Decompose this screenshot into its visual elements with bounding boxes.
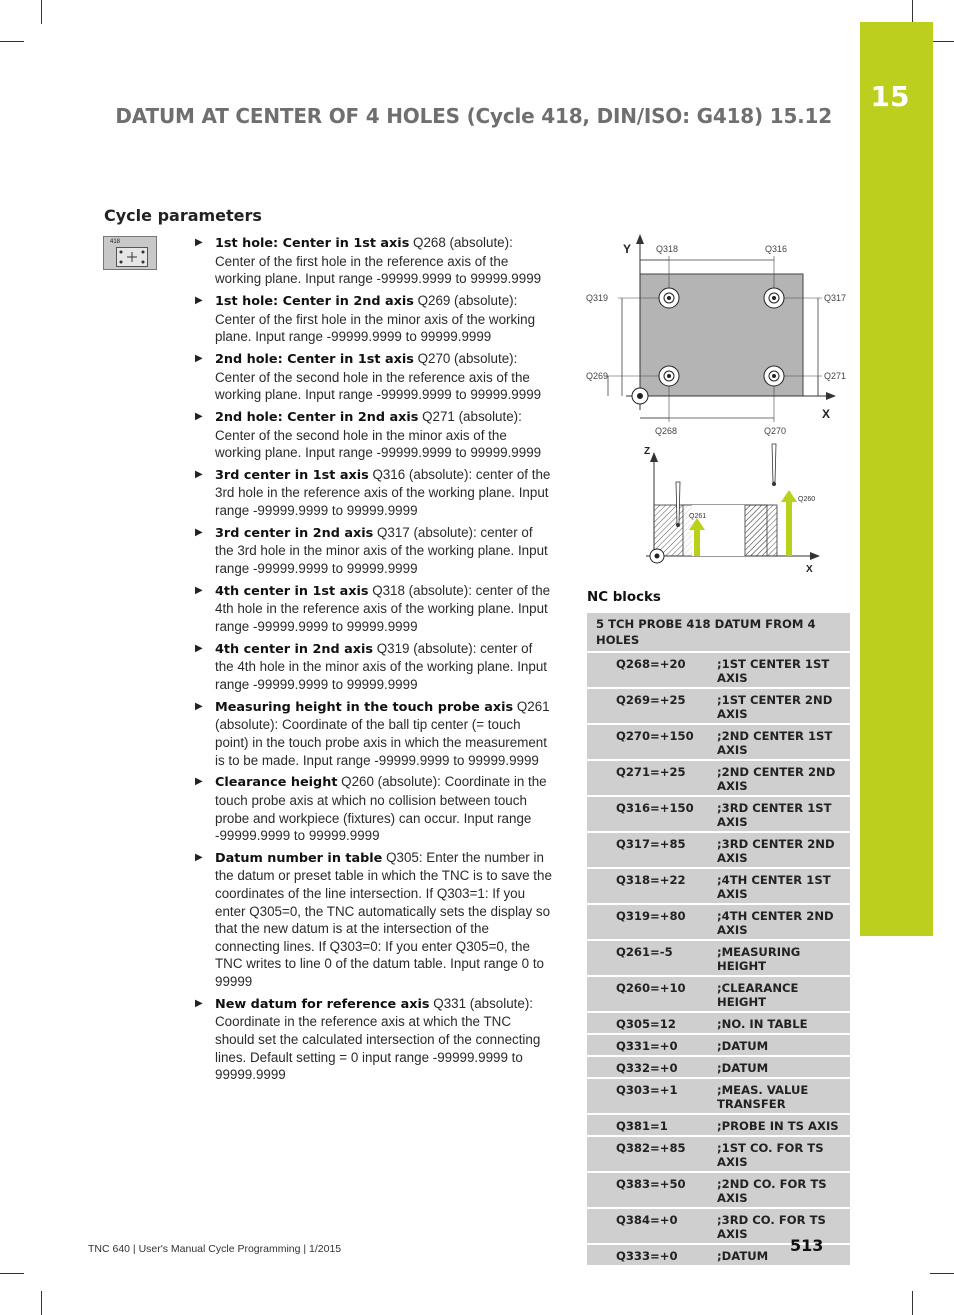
softkey-label: 418	[110, 239, 121, 245]
nc-parameter: Q269=+25	[616, 693, 686, 707]
bullet-arrow-icon: ▶	[195, 700, 203, 712]
nc-comment: ;PROBE IN TS AXIS	[717, 1119, 839, 1133]
nc-parameter: Q270=+150	[616, 729, 694, 743]
nc-blocks-title: NC blocks	[587, 590, 661, 605]
q261-label: Q261	[689, 513, 707, 520]
section-title: Cycle parameters	[104, 206, 262, 225]
bullet-arrow-icon: ▶	[195, 410, 203, 422]
parameter-description: Q317 (absolute): center of the 3rd hole in the minor axis of the working plane. Input range -99999.9999 to 99999.9999	[215, 524, 548, 577]
nc-comment: ;3RD CENTER 1ST AXIS	[717, 801, 832, 829]
bullet-arrow-icon: ▶	[195, 776, 203, 788]
nc-comment: ;DATUM	[717, 1039, 769, 1053]
nc-row	[587, 905, 850, 941]
nc-parameter: Q303=+1	[616, 1083, 678, 1097]
nc-row	[587, 869, 850, 905]
q270-label: Q270	[764, 426, 787, 436]
bullet-arrow-icon: ▶	[195, 352, 203, 364]
workpiece-section	[654, 505, 777, 556]
parameter-name: 3rd center in 2nd axis	[215, 525, 374, 541]
footer-text: TNC 640 | User's Manual Cycle Programming | 1/2015	[88, 1243, 342, 1255]
nc-row	[587, 1115, 850, 1137]
chapter-tab	[860, 22, 933, 936]
q260-label: Q260	[798, 496, 816, 503]
nc-comment: ;1ST CO. FOR TS AXIS	[717, 1141, 824, 1169]
datum-4-holes-softkey-icon	[103, 236, 157, 270]
nc-comment: ;2ND CO. FOR TS AXIS	[717, 1177, 827, 1205]
nc-row	[587, 725, 850, 761]
bullet-arrow-icon: ▶	[195, 851, 203, 863]
parameter-description: Q319 (absolute): center of the 4th hole in the minor axis of the working plane. Input range -99999.9999 to 99999.9999	[215, 640, 547, 692]
nc-comment: ;4TH CENTER 2ND AXIS	[717, 909, 834, 937]
y-axis-label: Y	[623, 242, 632, 256]
nc-blocks-table	[587, 613, 850, 1267]
nc-parameter: Q319=+80	[616, 909, 686, 923]
nc-parameter: Q268=+20	[616, 657, 686, 671]
nc-row	[587, 1057, 850, 1079]
nc-row	[587, 1013, 850, 1035]
cycle-diagram	[582, 232, 854, 582]
nc-row	[587, 1173, 850, 1209]
page-number: 513	[790, 1236, 824, 1255]
nc-parameter: Q382=+85	[616, 1141, 686, 1155]
parameter-item	[193, 698, 553, 769]
nc-parameter: Q332=+0	[616, 1061, 678, 1075]
parameter-name: 2nd hole: Center in 2nd axis	[215, 409, 419, 425]
nc-comment: ;3RD CO. FOR TS AXIS	[717, 1213, 826, 1241]
parameter-description: Q305: Enter the number in the datum or preset table in which the TNC is to save the coordinates of the line intersection. If Q303=1: If you enter Q305=0, the TNC automatically sets the display so that the new datum is at the intersection of the connecting lines. If Q303=0: If you enter Q305=0, the TNC writes to line 0 of the datum table. Input range 0 to 99999	[215, 849, 552, 990]
nc-row	[587, 761, 850, 797]
nc-comment: ;4TH CENTER 1ST AXIS	[717, 873, 831, 901]
bullet-arrow-icon: ▶	[195, 642, 203, 654]
q319-label: Q319	[586, 293, 609, 303]
nc-parameter: Q381=1	[616, 1119, 668, 1133]
chapter-number: 15	[870, 80, 910, 113]
crosshair-icon	[117, 248, 147, 266]
q316-label: Q316	[765, 244, 788, 254]
probe-arrow-q260	[781, 490, 797, 556]
nc-parameter: Q261=-5	[616, 945, 673, 959]
bullet-arrow-icon: ▶	[195, 237, 203, 248]
parameter-description: Q260 (absolute): Coordinate in the touch probe axis at which no collision between touch probe and workpiece (fixtures) can occur. Input range -99999.9999 to 99999.9999	[215, 774, 547, 844]
hole-2	[764, 366, 784, 386]
hole-3	[764, 288, 784, 308]
parameter-description: Q316 (absolute): center of the 3rd hole in the reference axis of the working plane. Input range -99999.9999 to 99999.9999	[215, 466, 551, 519]
parameter-description: Q271 (absolute): Center of the second hole in the minor axis of the working plane. Input range -99999.9999 to 99999.9999	[215, 408, 542, 461]
q318-label: Q318	[656, 244, 679, 254]
parameter-description: Q268 (absolute): Center of the first hole in the reference axis of the working plane. Input range -99999.9999 to 99999.9999	[215, 235, 542, 287]
nc-comment: ;CLEARANCE HEIGHT	[717, 981, 799, 1009]
parameter-list	[193, 234, 553, 1088]
parameter-item	[193, 466, 553, 520]
touch-probe-icon	[772, 444, 776, 486]
nc-row	[587, 941, 850, 977]
parameter-name: Clearance height	[215, 775, 338, 791]
q268-label: Q268	[655, 426, 678, 436]
parameter-item	[193, 292, 553, 346]
q271-label: Q271	[824, 371, 847, 381]
nc-comment: ;1ST CENTER 2ND AXIS	[717, 693, 833, 721]
parameter-item	[193, 640, 553, 694]
nc-comment: ;2ND CENTER 2ND AXIS	[717, 765, 836, 793]
hole-1	[659, 366, 679, 386]
nc-row	[587, 1079, 850, 1115]
nc-comment: ;DATUM	[717, 1249, 769, 1263]
parameter-name: Datum number in table	[215, 850, 383, 866]
parameter-description: Q269 (absolute): Center of the first hole in the minor axis of the working plane. Input range -99999.9999 to 99999.9999	[215, 292, 536, 345]
crop-mark	[0, 41, 24, 42]
nc-parameter: Q317=+85	[616, 837, 686, 851]
nc-parameter: Q271=+25	[616, 765, 686, 779]
cycle-diagram-svg	[582, 232, 854, 582]
nc-parameter: Q333=+0	[616, 1249, 678, 1263]
parameter-name: 4th center in 2nd axis	[215, 641, 373, 657]
parameter-name: New datum for reference axis	[215, 996, 430, 1012]
crop-mark	[930, 41, 954, 42]
side-datum-icon	[650, 549, 664, 563]
x-axis-label: X	[822, 407, 831, 421]
nc-parameter: Q331=+0	[616, 1039, 678, 1053]
nc-comment: ;DATUM	[717, 1061, 769, 1075]
crop-mark	[930, 1273, 954, 1274]
nc-row	[587, 653, 850, 689]
hole-4	[659, 288, 679, 308]
parameter-name: 4th center in 1st axis	[215, 583, 369, 599]
parameter-item	[193, 582, 553, 636]
parameter-item	[193, 849, 553, 991]
parameter-description: Q270 (absolute): Center of the second hole in the reference axis of the working plane. Input range -99999.9999 to 99999.9999	[215, 350, 542, 403]
nc-parameter: Q384=+0	[616, 1213, 678, 1227]
nc-row	[587, 977, 850, 1013]
page-title: DATUM AT CENTER OF 4 HOLES (Cycle 418, DIN/ISO: G418) 15.12	[115, 104, 832, 128]
datum-icon	[632, 388, 648, 404]
parameter-name: 1st hole: Center in 2nd axis	[215, 293, 414, 309]
q317-label: Q317	[824, 293, 847, 303]
parameter-item	[193, 408, 553, 462]
parameter-description: Q261 (absolute): Coordinate of the ball tip center (= touch point) in the touch probe axis in which the measurement is to be made. Input range -99999.9999 to 99999.9999	[215, 698, 550, 768]
crop-mark	[912, 1291, 913, 1315]
parameter-item	[193, 234, 553, 288]
nc-parameter: Q316=+150	[616, 801, 694, 815]
side-x-axis-label: X	[806, 564, 813, 575]
nc-comment: ;3RD CENTER 2ND AXIS	[717, 837, 835, 865]
bullet-arrow-icon: ▶	[195, 526, 203, 538]
parameter-name: 1st hole: Center in 1st axis	[215, 236, 410, 251]
nc-comment: ;2ND CENTER 1ST AXIS	[717, 729, 833, 757]
nc-row	[587, 689, 850, 725]
nc-block-header: 5 TCH PROBE 418 DATUM FROM 4 HOLES	[587, 613, 850, 653]
bullet-arrow-icon: ▶	[195, 294, 203, 306]
touch-probe-icon	[676, 482, 680, 527]
parameter-item	[193, 773, 553, 844]
z-axis-label: Z	[644, 446, 651, 457]
nc-row	[587, 1137, 850, 1173]
nc-parameter: Q305=12	[616, 1017, 676, 1031]
crop-mark	[0, 1273, 24, 1274]
parameter-description: Q318 (absolute): center of the 4th hole in the reference axis of the working plane. Input range -99999.9999 to 99999.9999	[215, 582, 551, 634]
nc-row	[587, 833, 850, 869]
parameter-name: Measuring height in the touch probe axis	[215, 699, 514, 715]
parameter-description: Q331 (absolute): Coordinate in the reference axis at which the TNC should set the calculated intersection of the connecting lines. Default setting = 0 input range -99999.9999 to 99999.9999	[215, 995, 541, 1083]
nc-row	[587, 797, 850, 833]
nc-comment: ;MEAS. VALUE TRANSFER	[717, 1083, 809, 1111]
nc-parameter: Q383=+50	[616, 1177, 686, 1191]
crop-mark	[912, 0, 913, 24]
parameter-name: 3rd center in 1st axis	[215, 467, 369, 483]
nc-comment: ;NO. IN TABLE	[717, 1017, 808, 1031]
q269-label: Q269	[586, 371, 609, 381]
parameter-item	[193, 524, 553, 578]
nc-comment: ;1ST CENTER 1ST AXIS	[717, 657, 830, 685]
nc-parameter: Q260=+10	[616, 981, 686, 995]
bullet-arrow-icon: ▶	[195, 997, 203, 1009]
parameter-item	[193, 350, 553, 404]
nc-row	[587, 1035, 850, 1057]
crop-mark	[41, 1291, 42, 1315]
nc-comment: ;MEASURING HEIGHT	[717, 945, 801, 973]
softkey-graphic	[116, 247, 148, 267]
bullet-arrow-icon: ▶	[195, 468, 203, 480]
crop-mark	[41, 0, 42, 24]
bullet-arrow-icon: ▶	[195, 584, 203, 596]
parameter-item	[193, 995, 553, 1084]
nc-parameter: Q318=+22	[616, 873, 686, 887]
parameter-name: 2nd hole: Center in 1st axis	[215, 351, 414, 367]
